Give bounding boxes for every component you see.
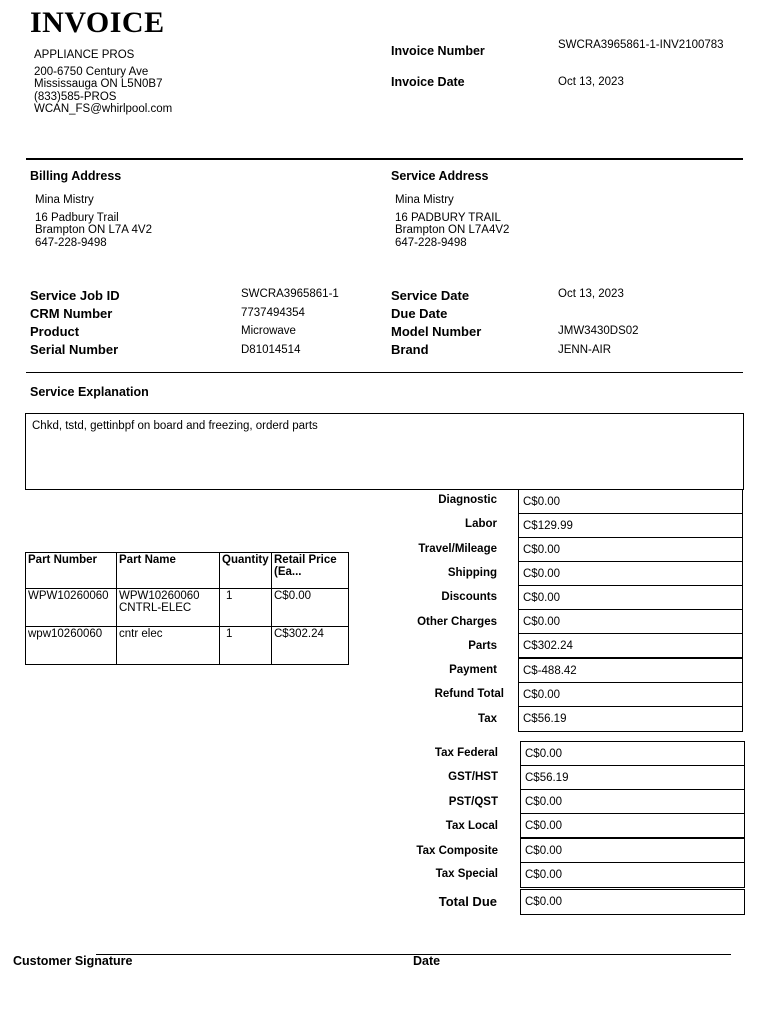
charge-value-tax: C$56.19 — [518, 706, 743, 732]
serial-number-value: D81014514 — [241, 344, 301, 356]
charge-label-tax: Tax — [478, 713, 497, 725]
invoice-title: INVOICE — [30, 6, 165, 39]
company-address-line1: 200-6750 Century Ave — [34, 65, 149, 78]
part-name-cell: cntr elec — [117, 627, 220, 665]
company-address-line2: Mississauga ON L5N0B7 — [34, 78, 163, 90]
product-label: Product — [30, 324, 80, 339]
service-city: Brampton ON L7A4V2 — [395, 224, 510, 236]
invoice-date-value: Oct 13, 2023 — [558, 76, 624, 88]
charge-label-travel-mileage: Travel/Mileage — [418, 543, 497, 555]
company-email: WCAN_FS@whirlpool.com — [34, 103, 173, 115]
invoice-date-label: Invoice Date — [391, 75, 465, 89]
brand-label: Brand — [391, 342, 429, 357]
model-number-label: Model Number — [391, 324, 482, 339]
details-divider — [26, 372, 743, 373]
model-number-value: JMW3430DS02 — [558, 325, 639, 337]
header-divider — [26, 158, 743, 160]
product-value: Microwave — [241, 325, 296, 337]
charge-label-parts: Parts — [468, 640, 497, 652]
service-explanation-text: Chkd, tstd, gettinbpf on board and freezing, orderd parts — [32, 420, 318, 432]
tax-value-pst-qst: C$0.00 — [520, 789, 745, 814]
service-job-id-value: SWCRA3965861-1 — [241, 288, 339, 300]
charge-label-other-charges: Other Charges — [417, 616, 497, 628]
charge-value-other-charges: C$0.00 — [518, 609, 743, 634]
charge-label-payment: Payment — [449, 664, 497, 676]
part-name-cell: WPW10260060 CNTRL-ELEC — [117, 589, 220, 627]
due-date-label: Due Date — [391, 306, 448, 321]
service-phone: 647-228-9498 — [395, 236, 467, 249]
total-due-value: C$0.00 — [520, 889, 745, 915]
tax-value-composite: C$0.00 — [520, 838, 745, 863]
table-row — [26, 589, 349, 627]
brand-value: JENN-AIR — [558, 344, 612, 356]
crm-number-value: 7737494354 — [241, 307, 305, 319]
invoice-number-value: SWCRA3965861-1-INV2100783 — [558, 39, 724, 51]
service-explanation-box — [25, 413, 744, 490]
service-address-heading: Service Address — [391, 169, 489, 183]
tax-label-pst-qst: PST/QST — [448, 796, 498, 808]
company-phone: (833)585-PROS — [34, 90, 117, 103]
charge-value-refund-total: C$0.00 — [518, 682, 743, 707]
customer-signature-label: Customer Signature — [13, 954, 133, 968]
charge-value-shipping: C$0.00 — [518, 561, 743, 586]
column-header-part-name: Part Name — [117, 553, 220, 589]
service-explanation-heading: Service Explanation — [30, 385, 149, 399]
charge-value-payment: C$-488.42 — [518, 658, 743, 683]
retail-price-cell: C$302.24 — [272, 627, 349, 665]
charge-label-shipping: Shipping — [447, 567, 497, 579]
billing-street: 16 Padbury Trail — [35, 211, 119, 224]
charge-value-parts: C$302.24 — [518, 633, 743, 658]
tax-value-local: C$0.00 — [520, 813, 745, 838]
serial-number-label: Serial Number — [30, 342, 119, 357]
parts-table-header — [26, 553, 349, 589]
crm-number-label: CRM Number — [30, 306, 113, 321]
tax-value-federal: C$0.00 — [520, 741, 745, 766]
tax-label-federal: Tax Federal — [434, 747, 498, 759]
column-header-part-number: Part Number — [26, 553, 117, 589]
charge-label-refund-total: Refund Total — [434, 688, 504, 700]
tax-label-special: Tax Special — [435, 868, 498, 880]
service-name: Mina Mistry — [395, 194, 454, 206]
parts-table — [25, 552, 349, 665]
tax-value-special: C$0.00 — [520, 862, 745, 888]
part-number-cell: WPW10260060 — [26, 589, 117, 627]
date-label: Date — [413, 954, 441, 968]
part-number-cell: wpw10260060 — [26, 627, 117, 665]
billing-phone: 647-228-9498 — [35, 236, 107, 249]
tax-label-gst-hst: GST/HST — [448, 771, 498, 783]
invoice-number-label: Invoice Number — [391, 44, 485, 58]
service-job-id-label: Service Job ID — [30, 288, 120, 303]
charge-value-travel-mileage: C$0.00 — [518, 537, 743, 562]
charge-value-labor: C$129.99 — [518, 513, 743, 538]
company-block — [34, 49, 172, 116]
column-header-retail-price: Retail Price (Ea... — [272, 553, 349, 589]
charge-label-labor: Labor — [465, 518, 497, 530]
charge-label-diagnostic: Diagnostic — [438, 494, 497, 506]
quantity-cell: 1 — [220, 627, 272, 665]
total-due-label: Total Due — [438, 894, 497, 909]
billing-address-heading: Billing Address — [30, 169, 122, 183]
table-row — [26, 627, 349, 665]
service-date-label: Service Date — [391, 288, 470, 303]
service-date-value: Oct 13, 2023 — [558, 288, 624, 300]
billing-city: Brampton ON L7A 4V2 — [35, 224, 152, 236]
retail-price-cell: C$0.00 — [272, 589, 349, 627]
quantity-cell: 1 — [220, 589, 272, 627]
tax-value-gst-hst: C$56.19 — [520, 765, 745, 790]
billing-address-block — [35, 194, 152, 249]
charge-label-discounts: Discounts — [441, 591, 497, 603]
service-address-block — [395, 194, 509, 249]
service-street: 16 PADBURY TRAIL — [395, 211, 501, 224]
column-header-quantity: Quantity — [220, 553, 272, 589]
charge-value-discounts: C$0.00 — [518, 585, 743, 610]
charge-value-diagnostic: C$0.00 — [518, 489, 743, 514]
tax-label-composite: Tax Composite — [416, 845, 498, 857]
tax-label-local: Tax Local — [445, 820, 498, 832]
company-name: APPLIANCE PROS — [34, 49, 135, 61]
billing-name: Mina Mistry — [35, 194, 94, 206]
